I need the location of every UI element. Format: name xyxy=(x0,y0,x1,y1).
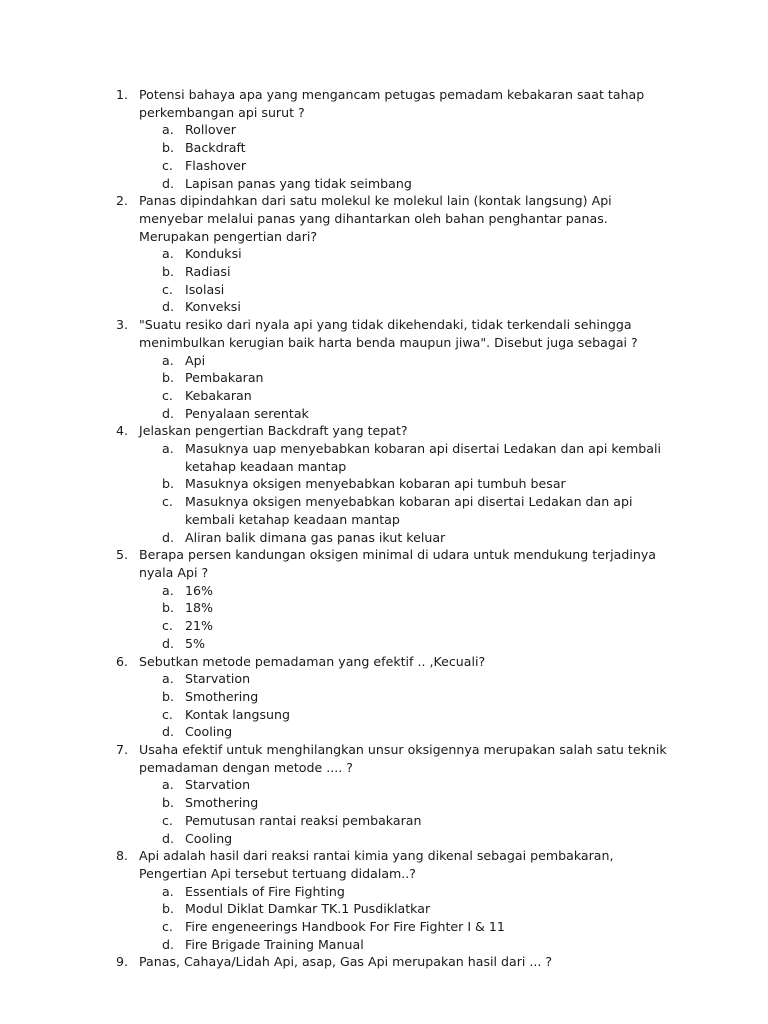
option-letter: c. xyxy=(162,812,173,828)
option-letter: b. xyxy=(162,901,174,917)
option-text: Smothering xyxy=(185,688,259,704)
option-text: Backdraft xyxy=(185,140,246,156)
option-letter: c. xyxy=(162,387,173,403)
option-letter: a. xyxy=(162,671,174,687)
question-9 xyxy=(0,953,768,971)
option-text: Pembakaran xyxy=(185,370,264,386)
question-number: 1. xyxy=(116,87,129,102)
option-letter: a. xyxy=(162,582,174,598)
option-list xyxy=(0,776,768,847)
option-item xyxy=(0,440,768,475)
option-list xyxy=(0,352,768,423)
option-item xyxy=(0,617,768,635)
option-text: Fire Brigade Training Manual xyxy=(185,936,364,952)
question-number: 8. xyxy=(116,848,129,864)
option-list xyxy=(0,245,768,316)
option-item xyxy=(0,688,768,706)
option-item xyxy=(0,493,768,528)
option-letter: d. xyxy=(162,175,174,191)
option-item xyxy=(0,883,768,901)
option-letter: b. xyxy=(162,140,174,156)
option-letter: c. xyxy=(162,919,173,935)
question-text: Potensi bahaya apa yang mengancam petugas pemadam kebakaran saat tahap perkembangan api surut ? xyxy=(139,87,645,120)
option-list xyxy=(0,440,768,546)
option-letter: d. xyxy=(162,936,174,952)
option-letter: d. xyxy=(162,635,174,651)
option-item xyxy=(0,475,768,493)
option-text: Masuknya oksigen menyebabkan kobaran api tumbuh besar xyxy=(185,476,566,492)
question-number: 2. xyxy=(116,193,129,209)
option-letter: b. xyxy=(162,264,174,280)
option-item xyxy=(0,918,768,936)
option-letter: b. xyxy=(162,688,174,704)
question-text: Usaha efektif untuk menghilangkan unsur oksigennya merupakan salah satu teknik pemadaman dengan metode .... ? xyxy=(139,742,667,775)
option-letter: a. xyxy=(162,883,174,899)
question-number: 4. xyxy=(116,423,129,439)
option-letter: d. xyxy=(162,405,174,421)
option-item xyxy=(0,794,768,812)
option-letter: a. xyxy=(162,352,174,368)
option-item xyxy=(0,139,768,157)
question-3 xyxy=(0,316,768,422)
option-item xyxy=(0,776,768,794)
option-text: Cooling xyxy=(185,830,233,846)
option-text: Aliran balik dimana gas panas ikut keluar xyxy=(185,529,446,545)
option-list xyxy=(0,121,768,192)
option-text: 18% xyxy=(185,600,213,616)
option-item xyxy=(0,157,768,175)
question-8 xyxy=(0,847,768,953)
option-item xyxy=(0,635,768,653)
option-item xyxy=(0,263,768,281)
option-item xyxy=(0,830,768,848)
option-item xyxy=(0,175,768,193)
option-text: 5% xyxy=(185,635,205,651)
option-letter: d. xyxy=(162,529,174,545)
question-number: 5. xyxy=(116,547,129,563)
option-list xyxy=(0,582,768,653)
option-letter: b. xyxy=(162,370,174,386)
option-text: Starvation xyxy=(185,777,251,793)
option-letter: a. xyxy=(162,246,174,262)
option-text: Konveksi xyxy=(185,299,241,315)
question-1 xyxy=(0,86,768,192)
option-item xyxy=(0,352,768,370)
option-item xyxy=(0,121,768,139)
option-letter: b. xyxy=(162,795,174,811)
option-text: Kebakaran xyxy=(185,387,252,403)
option-text: Essentials of Fire Fighting xyxy=(185,883,345,899)
question-number: 6. xyxy=(116,653,129,669)
option-item xyxy=(0,812,768,830)
option-item xyxy=(0,281,768,299)
option-text: Modul Diklat Damkar TK.1 Pusdiklatkar xyxy=(185,901,431,917)
option-text: Rollover xyxy=(185,122,236,138)
question-text: "Suatu resiko dari nyala api yang tidak dikehendaki, tidak terkendali sehingga menimbulkan kerugian baik harta benda maupun jiwa". Disebut juga sebagai ? xyxy=(139,317,638,350)
option-letter: a. xyxy=(162,122,174,138)
option-letter: c. xyxy=(162,618,173,634)
option-letter: b. xyxy=(162,600,174,616)
option-letter: a. xyxy=(162,441,174,457)
option-text: Lapisan panas yang tidak seimbang xyxy=(185,175,412,191)
option-list xyxy=(0,670,768,741)
question-text: Api adalah hasil dari reaksi rantai kimia yang dikenal sebagai pembakaran, Pengertian Api tersebut tertuang didalam..? xyxy=(139,848,614,881)
option-text: Konduksi xyxy=(185,246,242,262)
option-letter: c. xyxy=(162,706,173,722)
option-text: Flashover xyxy=(185,157,247,173)
option-letter: c. xyxy=(162,494,173,510)
option-text: Smothering xyxy=(185,795,259,811)
question-text: Panas dipindahkan dari satu molekul ke molekul lain (kontak langsung) Api menyebar melalui panas yang dihantarkan oleh bahan penghantar panas. Merupakan pengertian dari? xyxy=(139,193,612,244)
option-text: Kontak langsung xyxy=(185,706,290,722)
question-text: Jelaskan pengertian Backdraft yang tepat? xyxy=(139,423,408,439)
question-number: 9. xyxy=(116,954,129,970)
option-item xyxy=(0,936,768,954)
question-5 xyxy=(0,546,768,652)
option-text: 21% xyxy=(185,618,213,634)
option-text: Isolasi xyxy=(185,281,225,297)
option-item xyxy=(0,599,768,617)
option-item xyxy=(0,529,768,547)
question-6 xyxy=(0,653,768,742)
option-text: Penyalaan serentak xyxy=(185,405,309,421)
option-item xyxy=(0,387,768,405)
option-letter: c. xyxy=(162,157,173,173)
option-text: Api xyxy=(185,352,206,368)
option-letter: d. xyxy=(162,830,174,846)
option-letter: d. xyxy=(162,299,174,315)
question-number: 3. xyxy=(116,317,129,333)
question-4 xyxy=(0,422,768,546)
option-text: Pemutusan rantai reaksi pembakaran xyxy=(185,812,422,828)
option-text: Masuknya uap menyebabkan kobaran api disertai Ledakan dan api kembali ketahap keadaan mantap xyxy=(185,441,661,474)
option-list xyxy=(0,883,768,954)
option-item xyxy=(0,670,768,688)
question-text: Berapa persen kandungan oksigen minimal di udara untuk mendukung terjadinya nyala Api ? xyxy=(139,547,656,580)
question-text: Panas, Cahaya/Lidah Api, asap, Gas Api merupakan hasil dari ... ? xyxy=(139,954,553,970)
option-text: Masuknya oksigen menyebabkan kobaran api disertai Ledakan dan api kembali ketahap keadaan mantap xyxy=(185,494,633,527)
question-number: 7. xyxy=(116,742,129,758)
option-text: Radiasi xyxy=(185,264,231,280)
option-item xyxy=(0,582,768,600)
option-item xyxy=(0,405,768,423)
document-page xyxy=(0,86,768,971)
option-text: 16% xyxy=(185,582,213,598)
option-item xyxy=(0,723,768,741)
question-2 xyxy=(0,192,768,316)
question-7 xyxy=(0,741,768,847)
option-item xyxy=(0,369,768,387)
option-text: Starvation xyxy=(185,671,251,687)
option-item xyxy=(0,706,768,724)
option-letter: c. xyxy=(162,281,173,297)
option-letter: a. xyxy=(162,777,174,793)
option-letter: d. xyxy=(162,724,174,740)
option-item xyxy=(0,245,768,263)
option-item xyxy=(0,298,768,316)
option-text: Fire engeneerings Handbook For Fire Fighter I & 11 xyxy=(185,919,505,935)
option-item xyxy=(0,900,768,918)
option-text: Cooling xyxy=(185,724,233,740)
question-text: Sebutkan metode pemadaman yang efektif .. ,Kecuali? xyxy=(139,653,486,669)
option-letter: b. xyxy=(162,476,174,492)
